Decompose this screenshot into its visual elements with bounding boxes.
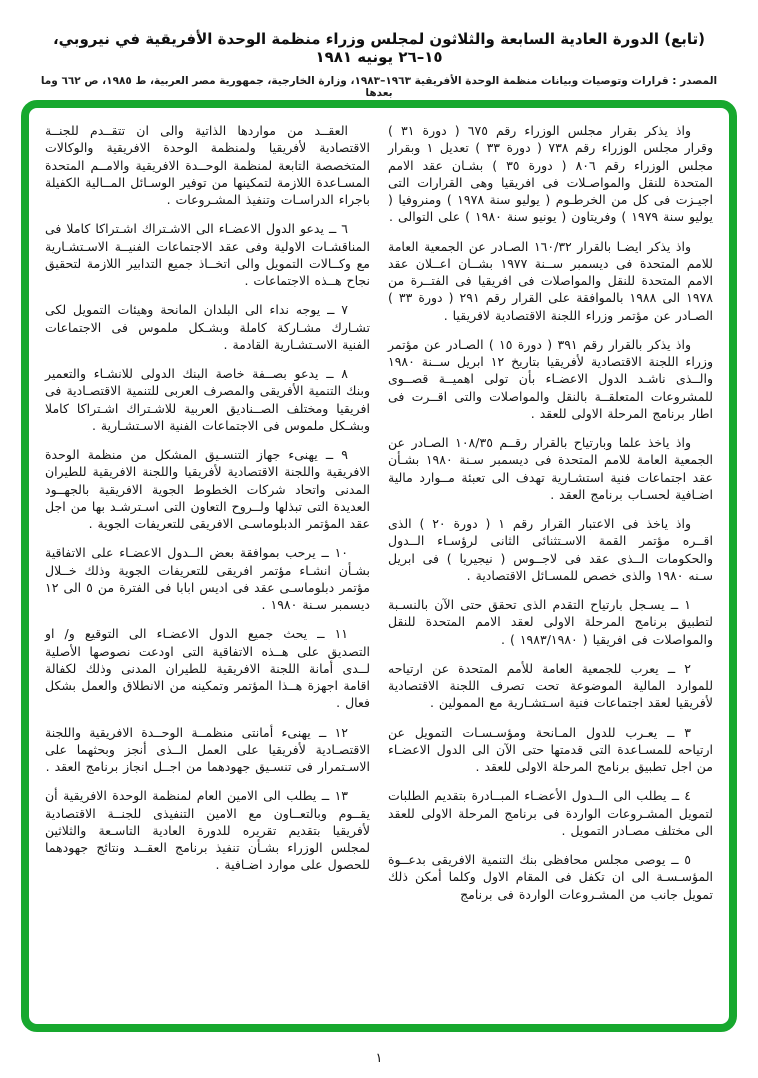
- document-paragraph: ١٢ ــ يهنىء أمانتى منظمــة الوحــدة الافريقية واللجنة الاقتصـادية لأفريقيا على العمل الــذى أنجز وبحثهما على الاسـتمرار فى تنسـيق جهودهما من اجــل انجاز برنامج العقد .: [45, 724, 370, 774]
- document-paragraph: العقــد من مواردها الذاتية والى ان تتقــدم للجنــة الاقتصادية لأفريقيا ولمنظمة الوحدة الافريقية والوكالات المتخصصة التابعة لمنظمة الوحــدة الافريقية والامــم المتحدة المسـاعدة اللازمة لتمكينها من توفير الوسـائل المــالية الكفيلة باجراء الدراسـات وتنفيذ المشـروعات .: [45, 123, 370, 207]
- page-number: ١: [375, 1051, 383, 1066]
- document-paragraph: ٧ ــ يوجه نداء الى البلدان المانحة وهيئات التمويل لكى تشـارك مشـاركة كاملة وبشـكل ملموس فى الاجتماعات الفنية الاسـتشـارية القادمة .: [45, 302, 370, 352]
- resolution-text-box: [21, 100, 737, 1032]
- column-right: [388, 122, 713, 1014]
- two-column-layout: [45, 122, 713, 1014]
- document-paragraph: ٢ ــ يعرب للجمعية العامة للأمم المتحدة عن ارتياحه للموارد المالية الموضوعة تحت تصرف اللجنة الاقتصادية لأفريقيا لعقد اجتماعات فنية اسـتشـارية مع الممولين .: [388, 660, 713, 711]
- document-paragraph: ٣ ــ يعـرب للدول المـانحة ومؤسـسـات التمويل عن ارتياحه للمسـاعدة التى قدمتها حتى الآن الى الدول الاعضـاء من اجل تطبيق برنامج المرحلة الاولى للعقد .: [388, 724, 713, 774]
- document-title: (تابع) الدورة العادية السابعة والثلاثون لمجلس وزراء منظمة الوحدة الأفريقية في نيروبي، ١٥–٢٦ يونيه ١٩٨١: [52, 30, 706, 66]
- document-paragraph: واذ يذكر بقرار مجلس الوزراء رقم ٦٧٥ ( دورة ٣١ ) وقرار مجلس الوزراء رقم ٧٣٨ ( دورة ٣٣ ) تعديل ١ وبقرار مجلس الوزراء رقم ٨٠٦ ( دورة ٣٥ ) بشـان عقد الامم المتحدة للنقل والمواصـلات فى افريقيا وهى القرارات التى اجيـزت فى كل من الخرطـوم ( يوليو سنة ١٩٧٨ ) ومنروفيا ( يوليو سنة ١٩٧٩ ) وفريتاون ( يونيو سنة ١٩٨٠ ) على التوالى .: [388, 123, 713, 225]
- document-paragraph: ١ ــ يسـجل بارتياح التقدم الذى تحقق حتى الآن بالنسـبة لتطبيق برنامج المرحلة الاولى لعقد الامم المتحدة للنقل والمواصلات فى افريقيا ( ١٩٨٣/١٩٨٠ ) .: [388, 597, 713, 647]
- column-left: [45, 122, 370, 1014]
- document-paragraph: واذ يذكر ايضـا بالقرار ١٦٠/٣٢ الصـادر عن الجمعية العامة للامم المتحدة فى ديسمبر ســنة ١٩٧٧ بشــان اعــلان عقد الامم المتحدة للنقل والمواصلات فى افريقيا فى الفتــرة من ١٩٧٨ الى ١٩٨٨ بالموافقة على القرار رقم ٢٩١ ( دورة ٣٣ ) الصـادر عن مؤتمر وزراء اللجنة الاقتصادية لافريقيا .: [388, 238, 713, 323]
- document-paragraph: ١٣ ــ يطلب الى الامين العام لمنظمة الوحدة الافريقية أن يقــوم وبالتعــاون مع الامين التنفيذى للجنــة الاقتصادية لأفريقيا بتقديم تقريره للدورة العادية التاسـعة والثلاثين لمجلس الوزراء بشـأن تنفيذ برنامج العقــد ونتائج جهودهما للحصول على موارد اضـافية .: [45, 788, 370, 873]
- document-paragraph: ٤ ــ يطلب الى الــدول الأعضـاء المبــادرة بتقديم الطلبات لتمويل المشـروعات الواردة فى برنامج المرحلة الاولى للعقد الى مختلف مصـادر التمويل .: [388, 788, 713, 838]
- document-paragraph: واذ ياخذ علما وبارتياح بالقرار رقــم ١٠٨/٣٥ الصـادر عن الجمعية العامة للامم المتحدة فى ديسمبر سـنة ١٩٨٠ بشـأن عقد اجتماعات فنية استشـارية تهدف الى تعبئة مــوارد مالية اضـافية لحسـاب برنامج العقد .: [388, 435, 713, 502]
- document-paragraph: ١٠ ــ يرحب بموافقة بعض الــدول الاعضـاء على الاتفاقية بشـأن انشـاء مؤتمر افريقى للتعريفات الجوية وذلك خــلال مؤتمر دبلوماسـى عقد فى اديس ابابا فى الفترة من ٥ الى ١٢ ديسمبر سـنة ١٩٨٠ .: [45, 545, 370, 612]
- document-source-line: المصدر : قرارات وتوصيات وبيانات منظمة الوحدة الأفريقية ١٩٦٣–١٩٨٣، وزارة الخارجية، جمهورية مصر العربية، ط ١٩٨٥، ص ٦٦٢ وما بعدها: [40, 75, 718, 99]
- document-paragraph: واذ يذكر بالقرار رقم ٣٩١ ( دورة ١٥ ) الصـادر عن مؤتمر وزراء اللجنة الاقتصادية لأفريقيا بتاريخ ١٢ ابريل ســنة ١٩٨٠ والــذى ناشـد الدول الاعضـاء بأن تولى اهميــة قصــوى للمشروعات المتعلقــة بالنقل والمواصلات والتى اقــرت فى اطار برنامج المرحلة الاولى للعقد .: [388, 336, 713, 421]
- document-paragraph: ٨ ــ يدعو بصــفة خاصة البنك الدولى للانشـاء والتعمير وبنك التنمية الأفريقى والمصرف العربى للتنمية الاقتصـادية فى افريقيا ومختلف الصــناديق العربية للاشـتراك اشـتراكا كاملا وبشـكل ملموس فى الاجتماعات الفنية الاسـتشـارية .: [45, 366, 370, 433]
- document-paragraph: ٦ ــ يدعو الدول الاعضـاء الى الاشـتراك اشـتراكا كاملا فى المناقشـات الاولية وفى عقد الاجتماعات الفنيــة الاسـتشـارية مع وكــالات التمويل والى اتخــاذ جميع التدابير اللازمة لتحقيق نجاح هــذه الاجتماعات .: [45, 221, 370, 288]
- document-paragraph: واذ ياخذ فى الاعتبار القرار رقم ١ ( دورة ٢٠ ) الذى اقــره مؤتمر القمة الاسـتثنائى الثانى لرؤسـاء الــدول والحكومات الــذى عقد فى لاجــوس ( نيجيريا ) فى ابريل سـنه ١٩٨٠ والذى خصص للمسـائل الاقتصادية .: [388, 516, 713, 583]
- document-paragraph: ٩ ــ يهنىء جهاز التنسـيق المشكل من منظمة الوحدة الافريقية واللجنة الاقتصادية لأفريقيا واللجنة الافريقية للطيران المدنى واتحاد شركات الخطوط الجوية الافريقية بالجهــود العديدة التى تبذلها ولــروح التعاون التى اسـترشـد بها من اجل عقد المؤتمر الدبلوماسـى الافريقى للتعريفات الجوية .: [45, 447, 370, 531]
- document-header: [0, 0, 758, 99]
- document-paragraph: ١١ ــ يحث جميع الدول الاعضـاء الى التوقيع و/ او التصديق على هــذه الاتفاقية التى اودعت نصوصها الأصلية لــدى أمانة اللجنة الافريقية للطيران المدنى وذلك لكفالة اقامة اجهزة هــذا المؤتمر وتمكينه من الانطلاق والعمل بشكل فعال .: [45, 626, 370, 711]
- document-paragraph: ٥ ــ يوصى مجلس محافظى بنك التنمية الافريقى بدعــوة المؤسـسـة الى ان تكفل فى المقام الاول وكلما أمكن ذلك تمويل جانب من المشـروعات الواردة فى برنامج: [388, 852, 713, 902]
